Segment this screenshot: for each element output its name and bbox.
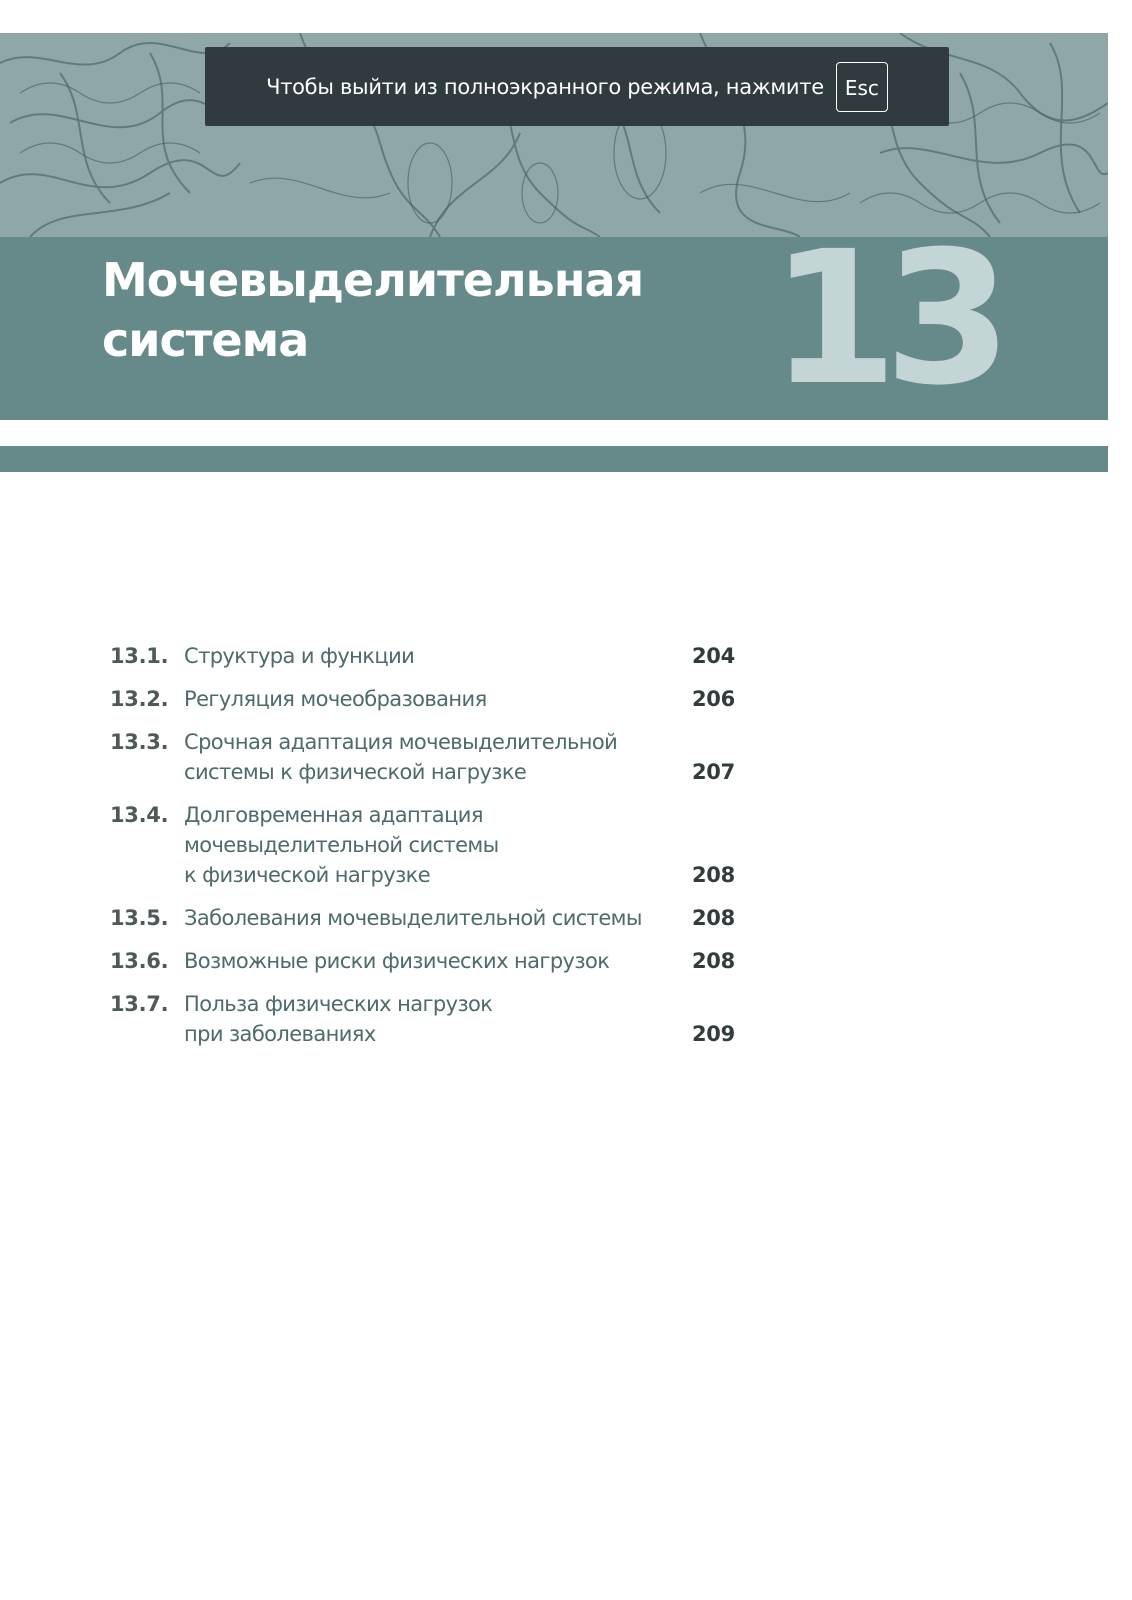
toc-entry-title [184,684,674,714]
toc-entry-page: 208 [692,906,735,930]
chapter-title-line: Мочевыделительная [102,253,644,307]
toc-entry-title [184,641,674,671]
toc-entry-title-line: системы к физической нагрузке [184,760,527,784]
decorative-stripe [0,446,1108,472]
toc-entry-title-line: мочевыделительной системы [184,833,499,857]
toc-entry-number: 13.2. [110,687,169,711]
toc-entry-title-line: Срочная адаптация мочевыделительной [184,730,618,754]
toc-entry-title [184,800,674,890]
toc-entry-number: 13.3. [110,730,169,754]
toc-entry-title-line: к физической нагрузке [184,863,431,887]
table-of-contents [110,641,740,1049]
toc-entry-title-line: Заболевания мочевыделительной системы [184,906,642,930]
toc-entry[interactable] [110,903,740,933]
toc-entry-page: 206 [692,687,735,711]
toc-entry[interactable] [110,727,740,787]
toc-entry[interactable] [110,946,740,976]
toc-entry[interactable] [110,800,740,890]
toc-entry-page: 207 [692,760,735,784]
toc-entry-number: 13.5. [110,906,169,930]
toc-entry-title [184,946,674,976]
toc-entry-title-line: при заболеваниях [184,1022,376,1046]
fullscreen-notice-text: Чтобы выйти из полноэкранного режима, нажмите [266,74,824,99]
toc-entry-number: 13.7. [110,992,169,1016]
toc-entry-page: 208 [692,949,735,973]
toc-entry[interactable] [110,989,740,1049]
toc-entry[interactable] [110,684,740,714]
toc-entry-number: 13.4. [110,803,169,827]
chapter-title-line: система [102,313,309,367]
toc-entry-title-line: Возможные риски физических нагрузок [184,949,610,973]
toc-entry-number: 13.1. [110,644,169,668]
toc-entry-page: 208 [692,863,735,887]
toc-entry-page: 204 [692,644,735,668]
toc-entry-title [184,989,674,1049]
toc-entry-title-line: Польза физических нагрузок [184,992,493,1016]
toc-entry-title [184,727,674,787]
toc-entry-title-line: Долговременная адаптация [184,803,483,827]
toc-entry[interactable] [110,641,740,671]
chapter-title [102,250,742,370]
toc-entry-title [184,903,674,933]
fullscreen-exit-notice [205,47,949,126]
toc-entry-number: 13.6. [110,949,169,973]
toc-entry-title-line: Структура и функции [184,644,415,668]
toc-entry-title-line: Регуляция мочеобразования [184,687,487,711]
toc-entry-page: 209 [692,1022,735,1046]
esc-key-badge[interactable]: Esc [836,62,888,112]
chapter-number: 13 [770,212,999,426]
